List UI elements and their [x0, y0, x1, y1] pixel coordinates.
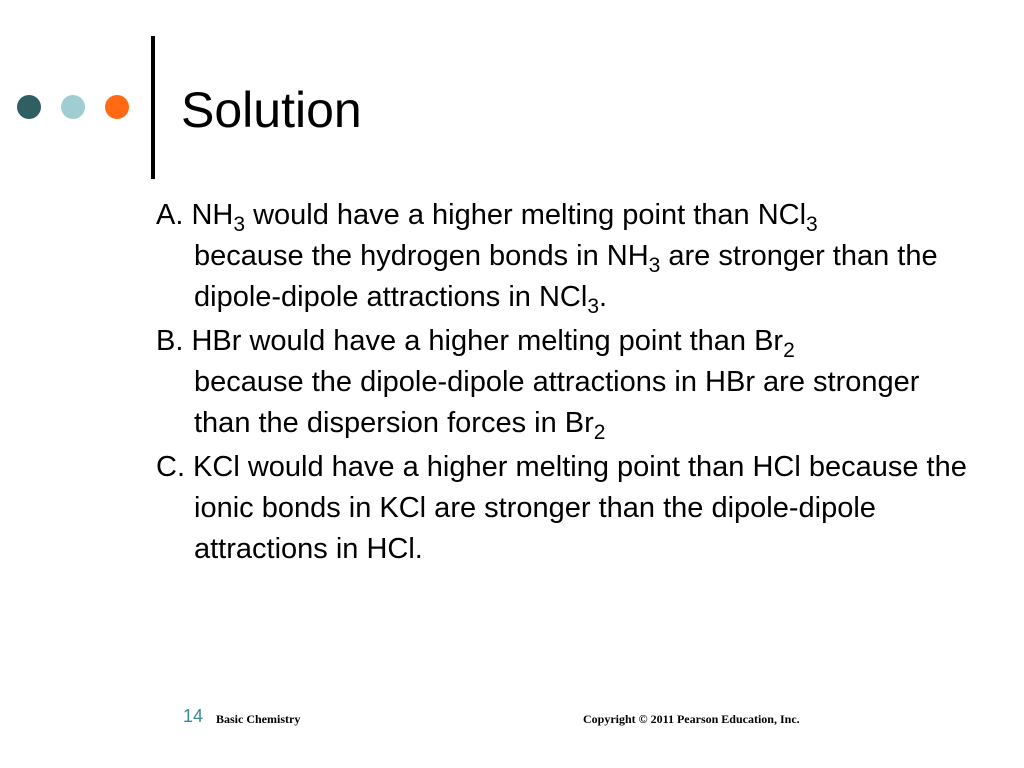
footer-copyright: Copyright © 2011 Pearson Education, Inc. — [583, 712, 800, 726]
answer-b-text-1: B. HBr would have a higher melting point than Br — [156, 325, 784, 357]
answer-b-sub-1: 2 — [783, 339, 795, 362]
decorative-dot-dark-teal — [17, 95, 41, 119]
answer-b-text-2: because the dipole-dipole attractions in HBr are stronger than the dispersion forces in Br — [194, 366, 920, 439]
answer-b — [156, 321, 956, 444]
answer-b-sub-2: 2 — [593, 421, 606, 444]
answer-a-text-3: because the hydrogen bonds in NH — [194, 240, 649, 272]
answer-a-text-1: A. NH — [156, 199, 234, 231]
answer-a-text-4: are stronger than the dipole-dipole attractions in NCl — [194, 240, 938, 313]
answer-a — [156, 195, 956, 318]
decorative-dot-orange — [105, 95, 129, 119]
answer-a-text-5: . — [599, 281, 608, 313]
answer-a-sub-2: 3 — [806, 213, 818, 236]
slide-number: 14 — [183, 706, 204, 726]
answer-a-sub-4: 3 — [587, 295, 599, 318]
title-divider-bar — [151, 36, 155, 179]
answer-a-sub-1: 3 — [233, 213, 246, 236]
answer-c-text: C. KCl would have a higher melting point than HCl because the ionic bonds in KCl are stronger than the dipole-dipole attractions in HCl. — [156, 451, 967, 565]
answer-a-text-2: would have a higher melting point than NCl — [245, 199, 807, 231]
footer-course-title: Basic Chemistry — [216, 712, 301, 726]
slide-title: Solution — [181, 82, 362, 138]
answer-c — [156, 447, 974, 570]
answer-a-sub-3: 3 — [648, 254, 661, 277]
slide-body — [156, 195, 967, 573]
decorative-dot-light-teal — [61, 95, 85, 119]
